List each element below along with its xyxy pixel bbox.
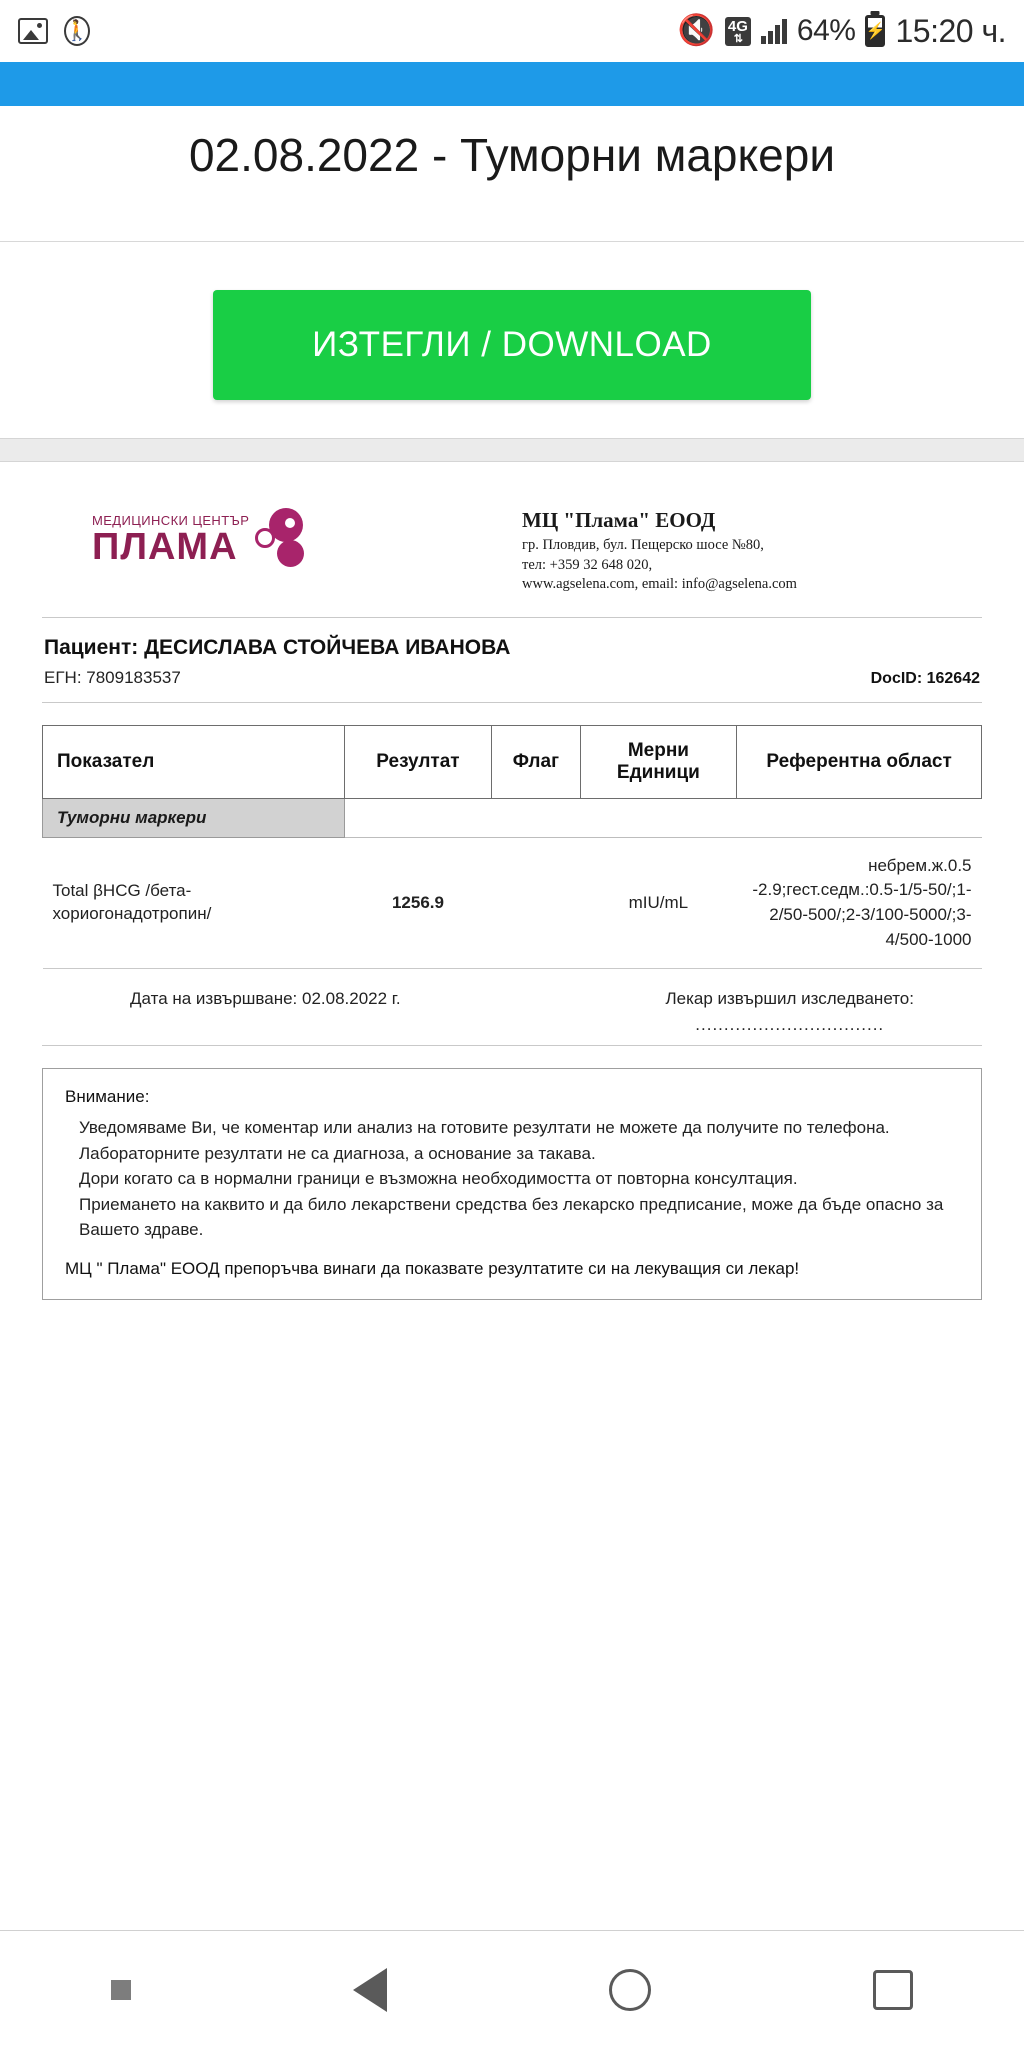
- network-label: 4G: [727, 17, 748, 35]
- notice-item: Уведомяваме Ви, че коментар или анализ на готовите резултати не можете да получите по телефона.: [79, 1118, 890, 1138]
- patient-egn: ЕГН: 7809183537: [44, 667, 181, 687]
- status-bar-left: [18, 16, 90, 46]
- row-result: 1256.9: [344, 837, 491, 969]
- notice-box: [42, 1068, 982, 1300]
- network-4g-icon: [725, 17, 751, 46]
- document-header: [42, 508, 982, 618]
- notice-item: Дори когато са в нормални граници е възможна необходимостта от повторна консултация.: [79, 1169, 798, 1189]
- doctor-label: Лекар извършил изследването:: [665, 989, 914, 1009]
- status-clock: 15:20 ч.: [895, 12, 1006, 49]
- table-section-row: [43, 798, 982, 837]
- table-header-row: [43, 725, 982, 798]
- running-icon: 🚶: [64, 16, 90, 46]
- report-document: [0, 462, 1024, 1615]
- clinic-phone: тел: +359 32 648 020,: [522, 556, 653, 573]
- battery-percent: 64%: [796, 14, 856, 47]
- signature-dots: .................................: [695, 1015, 885, 1035]
- patient-name: Пациент: ДЕСИСЛАВА СТОЙЧЕВА ИВАНОВА: [44, 635, 511, 659]
- header-units: Мерни Единици: [580, 725, 737, 798]
- clinic-name: МЦ "Плама" ЕООД: [522, 508, 716, 532]
- clinic-logo: [42, 508, 342, 570]
- mute-icon: 🔇: [677, 14, 715, 47]
- results-table-head: [43, 725, 982, 798]
- section-divider: [0, 438, 1024, 462]
- download-area: [0, 242, 1024, 438]
- content-spacer: [0, 1615, 1024, 1930]
- notice-list: [65, 1115, 959, 1243]
- page-title: 02.08.2022 - Туморни маркери: [188, 129, 836, 181]
- section-label: Туморни маркери: [43, 798, 345, 837]
- signal-bars-icon: [761, 18, 787, 44]
- app-accent-bar: [0, 62, 1024, 106]
- status-bar-right: [678, 13, 1006, 50]
- image-icon: [18, 18, 48, 44]
- notice-item: Лабораторните резултати не са диагноза, а основание за такава.: [79, 1143, 596, 1163]
- download-button[interactable]: ИЗТЕГЛИ / DOWNLOAD: [213, 290, 811, 400]
- page-title-container: [0, 106, 1024, 204]
- row-indicator: Total βHCG /бета-хориогонадотропин/: [43, 837, 345, 969]
- clinic-address: гр. Пловдив, бул. Пещерско шосе №80,: [522, 537, 764, 553]
- header-result: Резултат: [344, 725, 491, 798]
- results-table-body: [43, 798, 982, 969]
- row-unit: mIU/mL: [580, 837, 737, 969]
- android-nav-bar: [0, 1930, 1024, 2048]
- performed-date: Дата на извършване: 02.08.2022 г.: [130, 989, 401, 1009]
- logo-title: ПЛАМА: [92, 525, 238, 568]
- header-reference: Референтна област: [737, 725, 982, 798]
- header-flag: Флаг: [492, 725, 581, 798]
- row-reference: небрем.ж.0.5 -2.9;гест.седм.:0.5-1/5-50/;1-2/50-500/;2-3/100-5000/;3-4/500-1000: [737, 837, 982, 969]
- doctor-signature: [665, 989, 914, 1035]
- results-table: [42, 725, 982, 970]
- document-id: DocID: 162642: [870, 669, 980, 687]
- section-blank: [344, 798, 981, 837]
- logo-subtitle: МЕДИЦИНСКИ ЦЕНТЪР: [92, 512, 250, 528]
- logo-text: [92, 513, 249, 566]
- logo-circles-icon: [255, 508, 317, 570]
- home-icon[interactable]: [609, 1969, 651, 2011]
- network-arrows: ⇅: [733, 32, 743, 45]
- back-icon[interactable]: [353, 1968, 387, 2012]
- menu-square-icon[interactable]: [111, 1980, 131, 2000]
- row-flag: [492, 837, 581, 969]
- notice-item: Приемането на каквито и да било лекарствени средства без лекарско предписание, може да бъде опасно за Вашето здраве.: [79, 1194, 944, 1240]
- notice-title: Внимание:: [65, 1087, 150, 1107]
- recents-icon[interactable]: [873, 1970, 913, 2010]
- clinic-web: www.agselena.com, email: info@agselena.com: [522, 576, 797, 593]
- table-row: [43, 837, 982, 969]
- notice-footer: МЦ " Плама" ЕООД препоръчва винаги да показвате резултатите си на лекуващия си лекар!: [65, 1258, 800, 1278]
- header-indicator: Показател: [43, 725, 345, 798]
- status-bar: [0, 0, 1024, 62]
- patient-meta-row: [44, 668, 980, 688]
- battery-charging-icon: [865, 15, 885, 47]
- title-separator: [0, 204, 1024, 242]
- document-footer: [42, 969, 982, 1046]
- patient-block: [42, 618, 982, 703]
- clinic-info: [522, 508, 797, 595]
